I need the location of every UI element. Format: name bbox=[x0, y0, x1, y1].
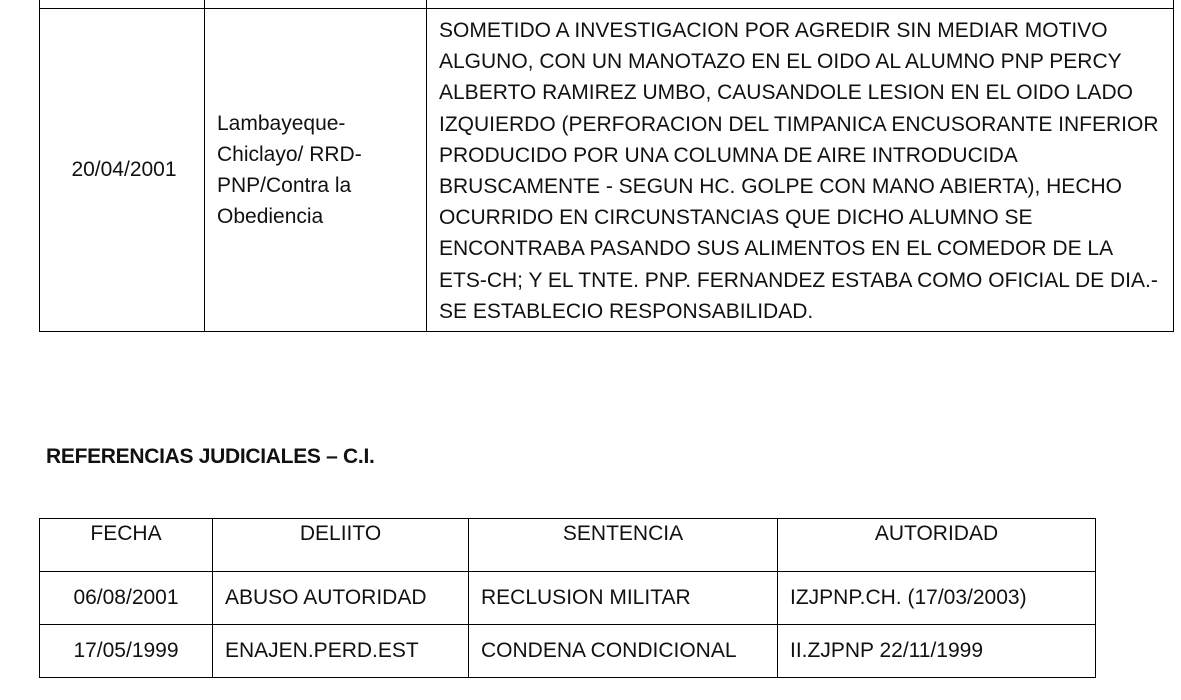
column-header-autoridad: AUTORIDAD bbox=[778, 519, 1096, 572]
record-description bbox=[427, 9, 1174, 332]
description-line: OCURRIDO EN CIRCUNSTANCIAS QUE DICHO ALUMNO SE bbox=[439, 206, 1033, 230]
cell-sentencia: CONDENA CONDICIONAL bbox=[469, 625, 778, 678]
column-header-sentencia: SENTENCIA bbox=[469, 519, 778, 572]
description-line: BRUSCAMENTE - SEGUN HC. GOLPE CON MANO ABIERTA), HECHO bbox=[439, 175, 1122, 199]
table-header-row bbox=[40, 519, 1096, 572]
cell-fecha: 06/08/2001 bbox=[40, 572, 213, 625]
table-row bbox=[40, 572, 1096, 625]
sanction-record-table bbox=[39, 0, 1174, 332]
cell-delito: ENAJEN.PERD.EST bbox=[213, 625, 469, 678]
cell-autoridad: II.ZJPNP 22/11/1999 bbox=[778, 625, 1096, 678]
description-line: IZQUIERDO (PERFORACION DEL TIMPANICA ENCUSORANTE INFERIOR bbox=[439, 112, 1159, 136]
record-place-line: Lambayeque- bbox=[217, 111, 346, 135]
cell-fecha: 17/05/1999 bbox=[40, 625, 213, 678]
table-row-stub bbox=[40, 0, 1174, 9]
record-place-line: PNP/Contra la bbox=[217, 174, 352, 198]
record-place-line: Obediencia bbox=[217, 205, 324, 229]
description-line: ALGUNO, CON UN MANOTAZO EN EL OIDO AL ALUMNO PNP PERCY bbox=[439, 50, 1122, 74]
judicial-references-table bbox=[39, 518, 1096, 678]
cell-sentencia: RECLUSION MILITAR bbox=[469, 572, 778, 625]
record-place bbox=[205, 9, 427, 332]
table-cell bbox=[205, 0, 427, 9]
description-line: PRODUCIDO POR UNA COLUMNA DE AIRE INTRODUCIDA bbox=[439, 143, 1018, 167]
column-header-delito: DELIITO bbox=[213, 519, 469, 572]
description-line: ETS-CH; Y EL TNTE. PNP. FERNANDEZ ESTABA COMO OFICIAL DE DIA.- bbox=[439, 268, 1158, 292]
column-header-fecha: FECHA bbox=[40, 519, 213, 572]
description-line: SOMETIDO A INVESTIGACION POR AGREDIR SIN MEDIAR MOTIVO bbox=[439, 19, 1108, 42]
record-date: 20/04/2001 bbox=[40, 9, 205, 332]
description-line: ALBERTO RAMIREZ UMBO, CAUSANDOLE LESION EN EL OIDO LADO bbox=[439, 81, 1133, 105]
table-cell bbox=[40, 0, 205, 9]
record-place-line: Chiclayo/ RRD- bbox=[217, 142, 362, 166]
cell-autoridad: IZJPNP.CH. (17/03/2003) bbox=[778, 572, 1096, 625]
description-line: ENCONTRABA PASANDO SUS ALIMENTOS EN EL COMEDOR DE LA bbox=[439, 237, 1114, 261]
table-row bbox=[40, 625, 1096, 678]
cell-delito: ABUSO AUTORIDAD bbox=[213, 572, 469, 625]
table-row bbox=[40, 9, 1174, 332]
description-line: SE ESTABLECIO RESPONSABILIDAD. bbox=[439, 299, 814, 323]
section-title: REFERENCIAS JUDICIALES – C.I. bbox=[46, 445, 375, 468]
table-cell bbox=[427, 0, 1174, 9]
